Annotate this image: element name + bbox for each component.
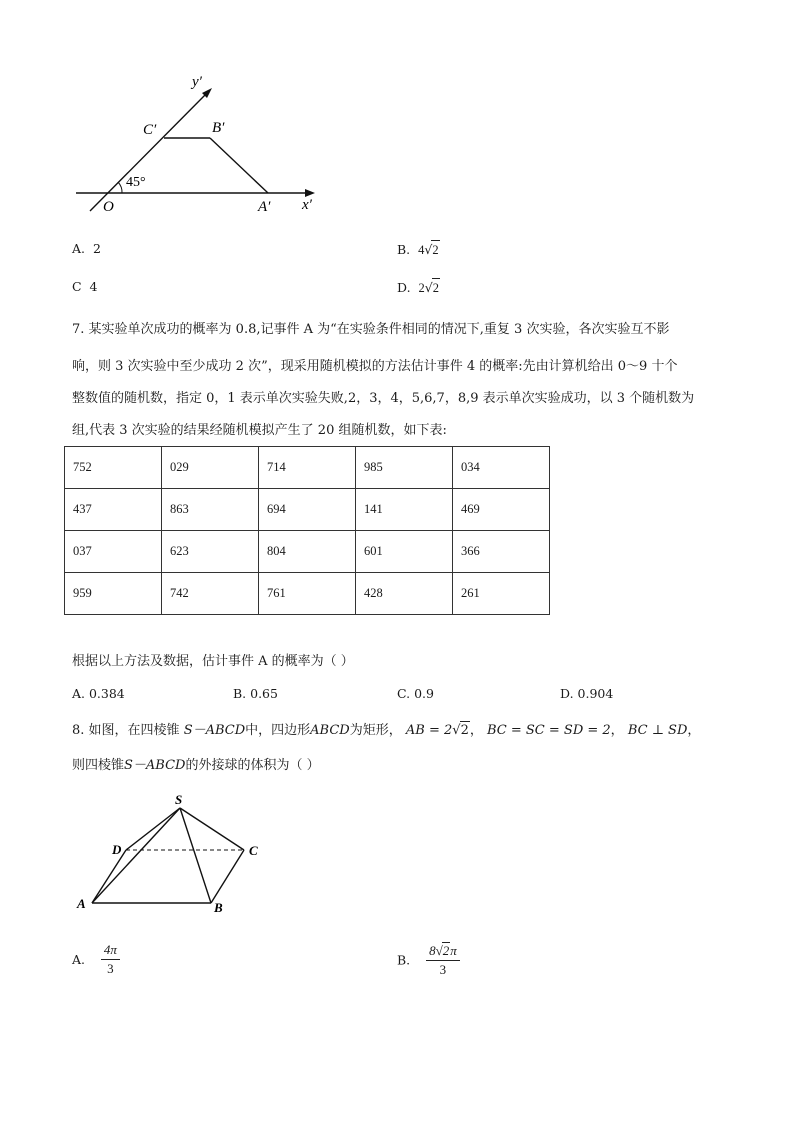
table-cell: 428 xyxy=(356,573,453,615)
edge-b-c xyxy=(211,850,244,903)
edge-s-a xyxy=(92,808,180,903)
label-y: y′ xyxy=(192,74,202,90)
edge-s-c xyxy=(180,808,244,850)
vertex-b: B xyxy=(214,900,223,915)
table-cell: 694 xyxy=(259,489,356,531)
q6-option-a[interactable]: A. 2 xyxy=(72,241,101,256)
table-cell: 366 xyxy=(453,531,550,573)
pyramid-figure xyxy=(74,788,274,920)
table-row xyxy=(65,489,550,531)
q7-option-c[interactable]: C. 0.9 xyxy=(397,686,434,701)
q6-option-d[interactable]: D. 2√2 xyxy=(397,280,439,295)
edge-s-b xyxy=(180,808,211,903)
label-b: B′ xyxy=(212,120,225,136)
vertex-a: A xyxy=(77,896,86,911)
table-cell: 761 xyxy=(259,573,356,615)
table-cell: 029 xyxy=(162,447,259,489)
table-cell: 752 xyxy=(65,447,162,489)
table-cell: 742 xyxy=(162,573,259,615)
q8-option-a[interactable]: A. $\frac{4\pi}{3}$ xyxy=(72,942,120,977)
table-cell: 959 xyxy=(65,573,162,615)
table-row xyxy=(65,447,550,489)
label-o: O xyxy=(103,199,114,215)
x-axis-arrow xyxy=(305,189,315,197)
table-cell: 037 xyxy=(65,531,162,573)
edge-a-d xyxy=(92,850,126,903)
q7-option-a[interactable]: A. 0.384 xyxy=(72,686,125,701)
angle-arc xyxy=(118,182,122,193)
table-cell: 141 xyxy=(356,489,453,531)
label-a: A′ xyxy=(258,199,271,215)
q7-option-b[interactable]: B. 0.65 xyxy=(233,686,278,701)
fraction: $\frac{4\pi}{3}$ xyxy=(101,942,120,977)
q7-line-2: 响，则 3 次实验中至少成功 2 次”，现采用随机模拟的方法估计事件 4 的概率:先由计算机给出 0～9 十个 xyxy=(72,359,678,374)
vertex-d: D xyxy=(112,842,122,857)
oblique-projection-figure xyxy=(70,68,330,218)
table-row xyxy=(65,531,550,573)
q7-line-3: 整数值的随机数，指定 0，1 表示单次实验失败,2，3，4，5,6,7，8,9 表示单次实验成功，以 3 个随机数为 xyxy=(72,391,695,406)
label-x: x′ xyxy=(302,197,312,213)
table-cell: 985 xyxy=(356,447,453,489)
table-cell: 623 xyxy=(162,531,259,573)
table-cell: 261 xyxy=(453,573,550,615)
table-cell: 714 xyxy=(259,447,356,489)
q8-option-b[interactable]: B. $\frac{8√2\pi}{3}$ xyxy=(397,942,460,978)
q7-line-1: 7. 某实验单次成功的概率为 0.8,记事件 A 为“在实验条件相同的情况下,重复 3 次实验，各次实验互不影 xyxy=(72,322,670,337)
vertex-c: C xyxy=(249,843,258,858)
angle-label: 45° xyxy=(126,175,146,190)
q6-option-b[interactable]: B. 4√2 xyxy=(397,242,439,257)
segment-b-a xyxy=(210,138,268,193)
table-row xyxy=(65,573,550,615)
table-cell: 437 xyxy=(65,489,162,531)
q8-line-1: 8. 如图，在四棱锥 S－ABCD中，四边形ABCD为矩形， AB = 2√2， BC = SC = SD = 2， BC ⊥ SD， xyxy=(72,723,701,738)
table-cell: 863 xyxy=(162,489,259,531)
q8-line-2: 则四棱锥S－ABCD的外接球的体积为（ ） xyxy=(72,758,320,773)
q7-question: 根据以上方法及数据，估计事件 A 的概率为（ ） xyxy=(72,654,354,669)
q6-option-c[interactable]: C 4 xyxy=(72,279,98,294)
table-cell: 804 xyxy=(259,531,356,573)
random-number-table xyxy=(64,446,550,615)
table-cell: 469 xyxy=(453,489,550,531)
fraction: $\frac{8√2\pi}{3}$ xyxy=(426,942,460,978)
label-c: C′ xyxy=(143,122,157,138)
vertex-s: S xyxy=(175,792,183,807)
q7-option-d[interactable]: D. 0.904 xyxy=(560,686,614,701)
table-cell: 601 xyxy=(356,531,453,573)
q7-line-4: 组,代表 3 次实验的结果经随机模拟产生了 20 组随机数，如下表: xyxy=(72,423,447,438)
table-cell: 034 xyxy=(453,447,550,489)
edge-s-d xyxy=(126,808,180,850)
